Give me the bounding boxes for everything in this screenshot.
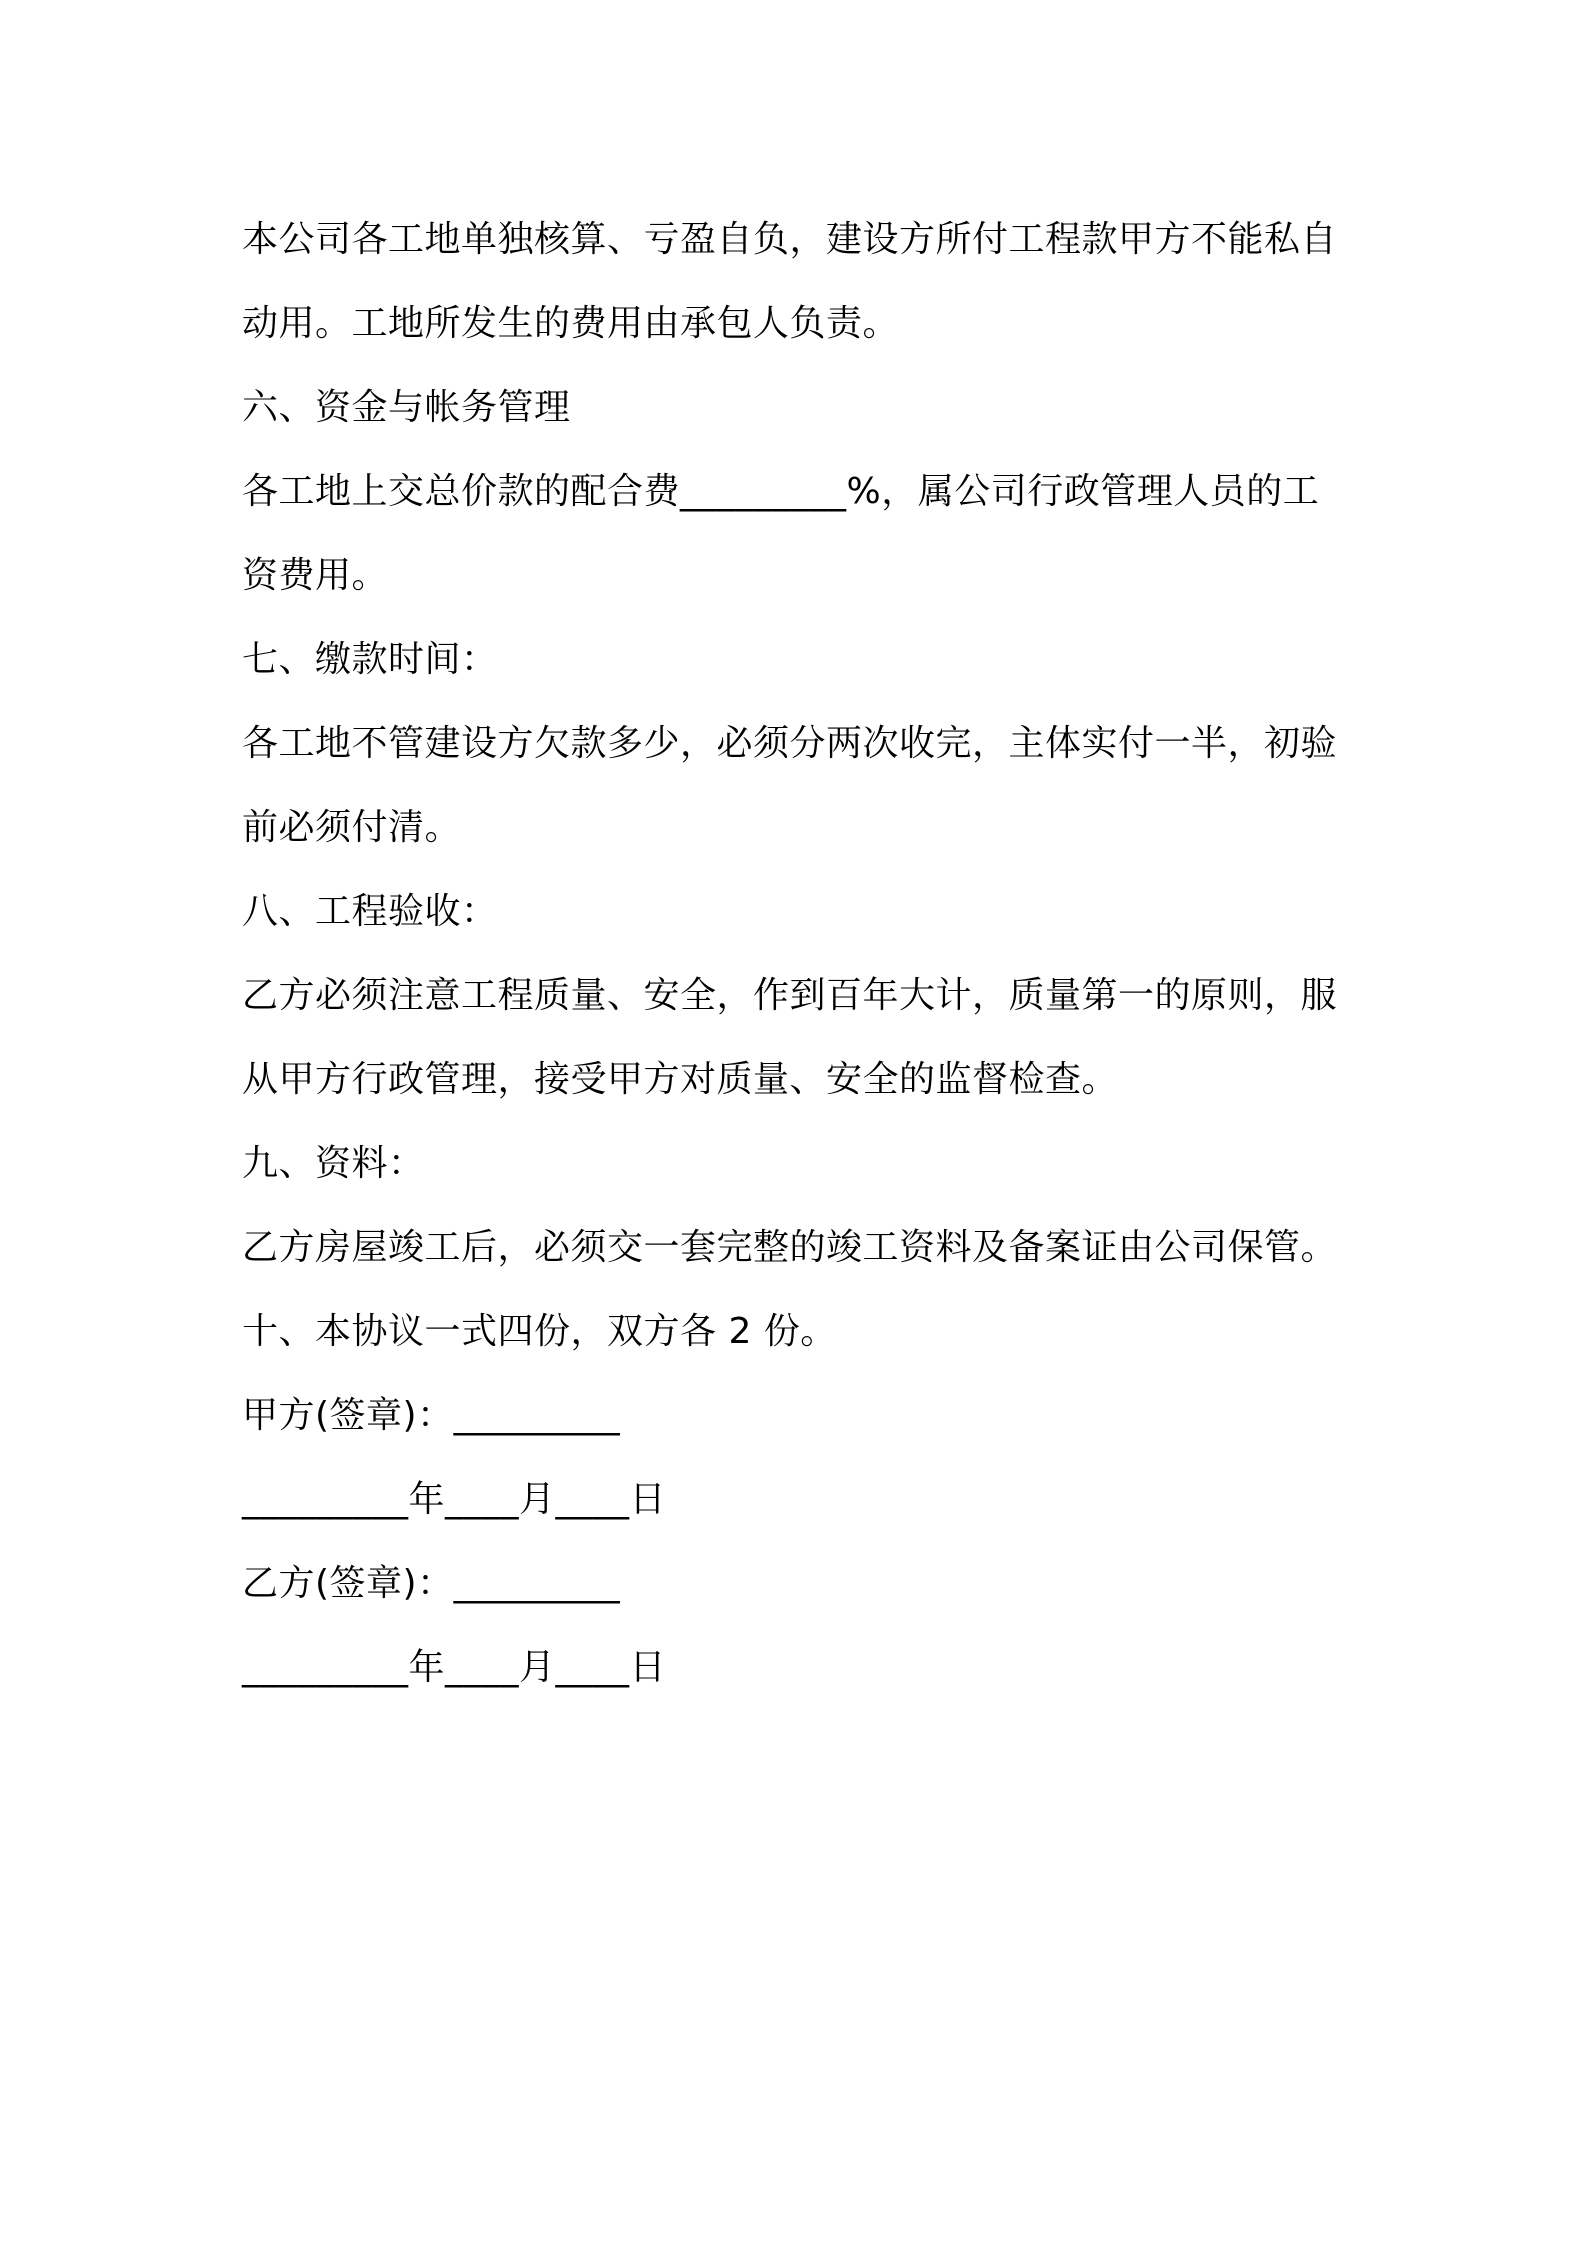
paragraph-fee-line-2: 资费用。 [242,555,389,596]
paragraph-accounting-line-2: 动用。工地所发生的费用由承包人负责。 [242,303,900,344]
party-a-date-line: _________年____月____日 [242,1479,666,1520]
section-heading-materials: 九、资料： [242,1143,425,1184]
paragraph-fee-line-1: 各工地上交总价款的配合费_________%，属公司行政管理人员的工 [242,471,1320,512]
paragraph-acceptance-line-1: 乙方必须注意工程质量、安全，作到百年大计，质量第一的原则，服 [242,975,1338,1016]
party-b-date-line: _________年____月____日 [242,1647,666,1688]
paragraph-accounting-line-1: 本公司各工地单独核算、亏盈自负，建设方所付工程款甲方不能私自 [242,219,1338,260]
section-heading-payment-time: 七、缴款时间： [242,639,498,680]
paragraph-materials: 乙方房屋竣工后，必须交一套完整的竣工资料及备案证由公司保管。 [242,1227,1338,1268]
party-a-signature-line: 甲方(签章)：_________ [242,1395,621,1436]
section-heading-acceptance: 八、工程验收： [242,891,498,932]
document-page [242,198,1362,1710]
paragraph-payment-line-1: 各工地不管建设方欠款多少，必须分两次收完，主体实付一半，初验 [242,723,1338,764]
party-b-signature-line: 乙方(签章)：_________ [242,1563,621,1604]
section-heading-copies: 十、本协议一式四份，双方各 2 份。 [242,1311,837,1352]
paragraph-acceptance-line-2: 从甲方行政管理，接受甲方对质量、安全的监督检查。 [242,1059,1119,1100]
paragraph-payment-line-2: 前必须付清。 [242,807,462,848]
section-heading-funds-management: 六、资金与帐务管理 [242,387,571,428]
